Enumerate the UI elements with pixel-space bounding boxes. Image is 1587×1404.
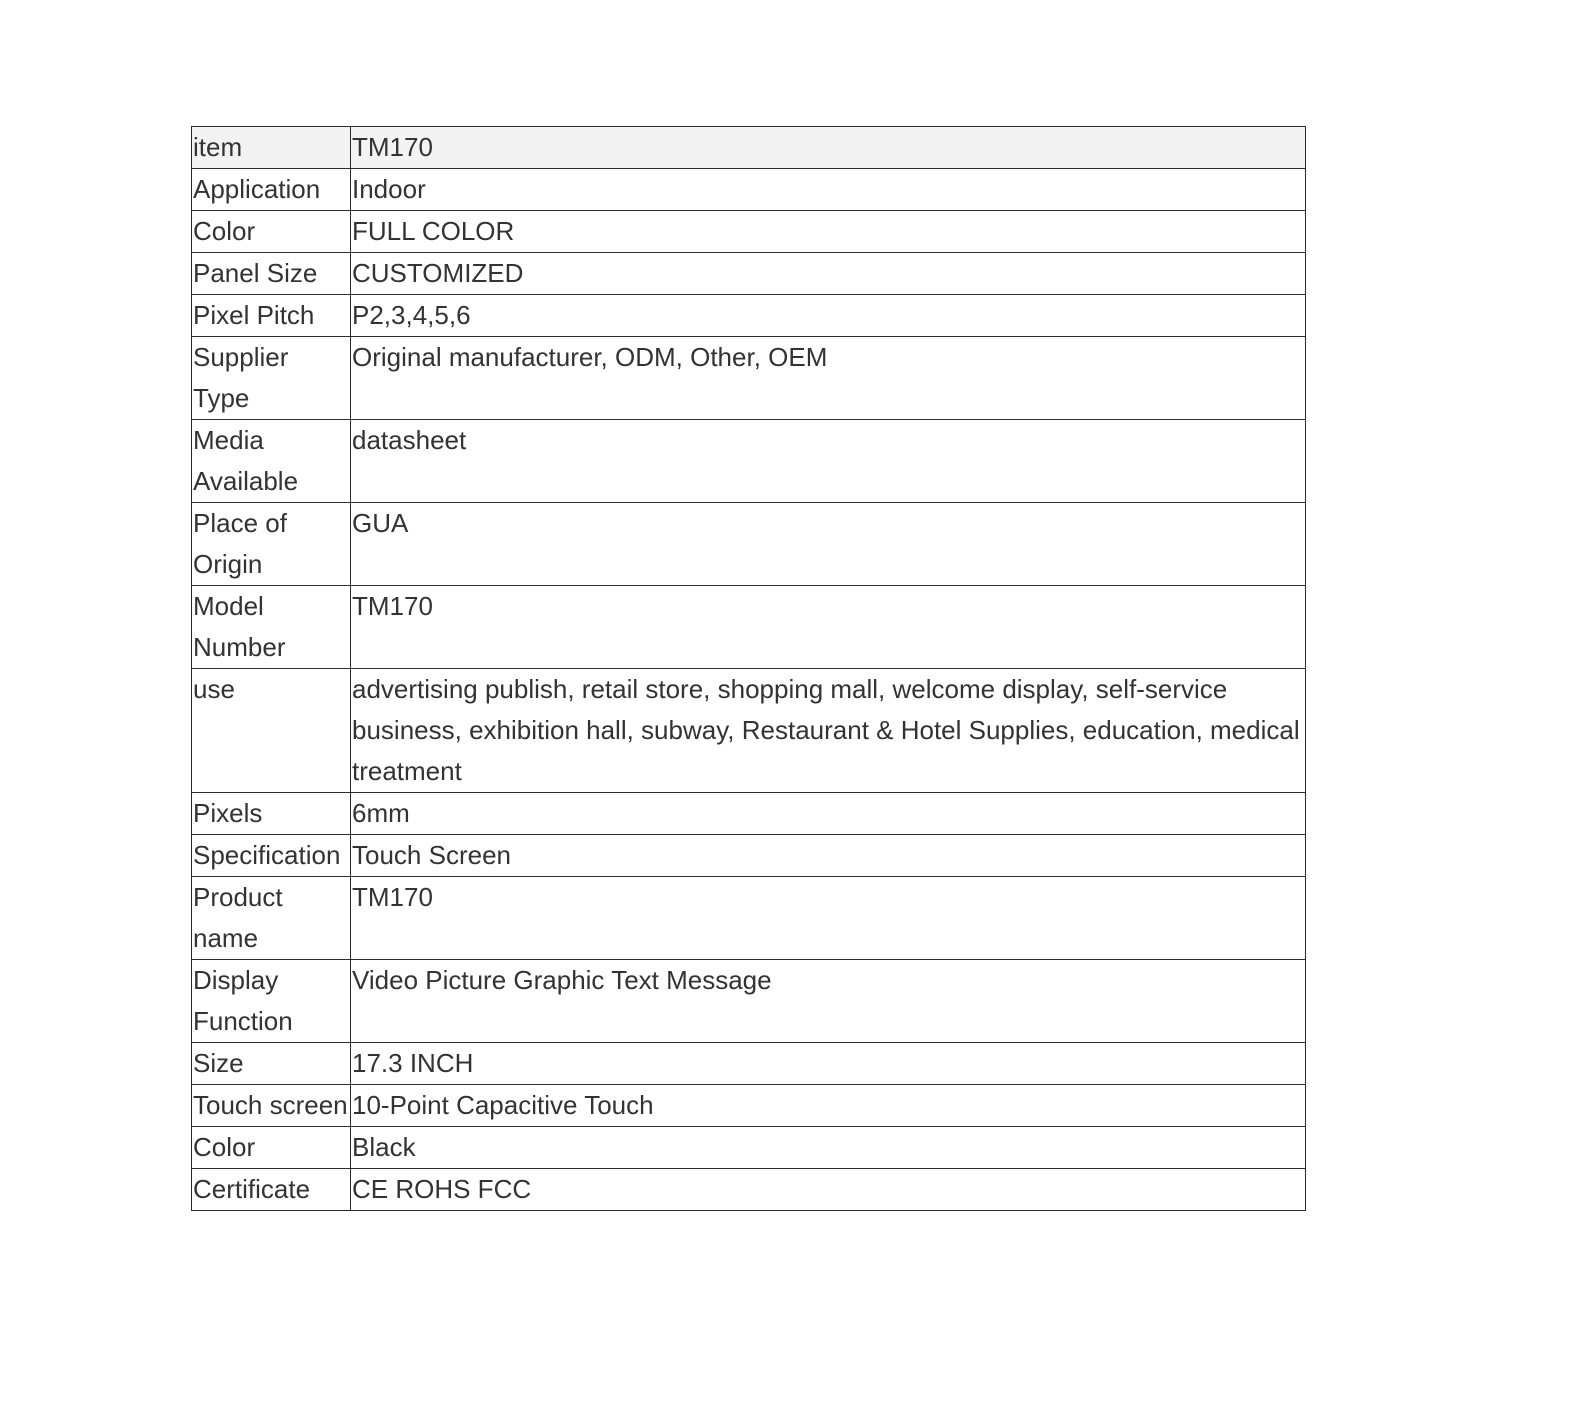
- spec-key: Panel Size: [192, 253, 351, 295]
- spec-key: Color: [192, 1127, 351, 1169]
- table-row: [192, 669, 1306, 793]
- spec-key: Product name: [192, 877, 351, 960]
- table-row: [192, 169, 1306, 211]
- spec-value: Black: [351, 1127, 1306, 1169]
- spec-key: Size: [192, 1043, 351, 1085]
- spec-value: GUA: [351, 503, 1306, 586]
- spec-value: Indoor: [351, 169, 1306, 211]
- table-row: [192, 1085, 1306, 1127]
- spec-table: [191, 126, 1306, 1211]
- spec-value: TM170: [351, 586, 1306, 669]
- table-row: [192, 127, 1306, 169]
- spec-key: Application: [192, 169, 351, 211]
- table-row: [192, 877, 1306, 960]
- table-row: [192, 835, 1306, 877]
- table-row: [192, 503, 1306, 586]
- spec-value: CE ROHS FCC: [351, 1169, 1306, 1211]
- spec-value: advertising publish, retail store, shopping mall, welcome display, self-service business, exhibition hall, subway, Restaurant & Hotel Supplies, education, medical treatment: [351, 669, 1306, 793]
- table-row: [192, 793, 1306, 835]
- spec-key: Pixels: [192, 793, 351, 835]
- table-row: [192, 337, 1306, 420]
- spec-table-body: [192, 127, 1306, 1211]
- spec-value: Touch Screen: [351, 835, 1306, 877]
- spec-value: 6mm: [351, 793, 1306, 835]
- spec-key: Model Number: [192, 586, 351, 669]
- spec-value: P2,3,4,5,6: [351, 295, 1306, 337]
- spec-key: Display Function: [192, 960, 351, 1043]
- spec-key: Pixel Pitch: [192, 295, 351, 337]
- spec-value: FULL COLOR: [351, 211, 1306, 253]
- spec-key: Touch screen: [192, 1085, 351, 1127]
- spec-key: Color: [192, 211, 351, 253]
- spec-value: 17.3 INCH: [351, 1043, 1306, 1085]
- spec-value: CUSTOMIZED: [351, 253, 1306, 295]
- table-row: [192, 420, 1306, 503]
- spec-value: 10-Point Capacitive Touch: [351, 1085, 1306, 1127]
- table-row: [192, 586, 1306, 669]
- spec-value: Video Picture Graphic Text Message: [351, 960, 1306, 1043]
- spec-key: Specification: [192, 835, 351, 877]
- table-row: [192, 211, 1306, 253]
- table-row: [192, 295, 1306, 337]
- table-row: [192, 960, 1306, 1043]
- spec-value: Original manufacturer, ODM, Other, OEM: [351, 337, 1306, 420]
- table-row: [192, 253, 1306, 295]
- table-row: [192, 1169, 1306, 1211]
- spec-value: TM170: [351, 127, 1306, 169]
- spec-key: item: [192, 127, 351, 169]
- table-row: [192, 1043, 1306, 1085]
- spec-value: datasheet: [351, 420, 1306, 503]
- spec-key: Supplier Type: [192, 337, 351, 420]
- spec-key: Certificate: [192, 1169, 351, 1211]
- spec-key: use: [192, 669, 351, 793]
- spec-key: Media Available: [192, 420, 351, 503]
- table-row: [192, 1127, 1306, 1169]
- spec-value: TM170: [351, 877, 1306, 960]
- spec-key: Place of Origin: [192, 503, 351, 586]
